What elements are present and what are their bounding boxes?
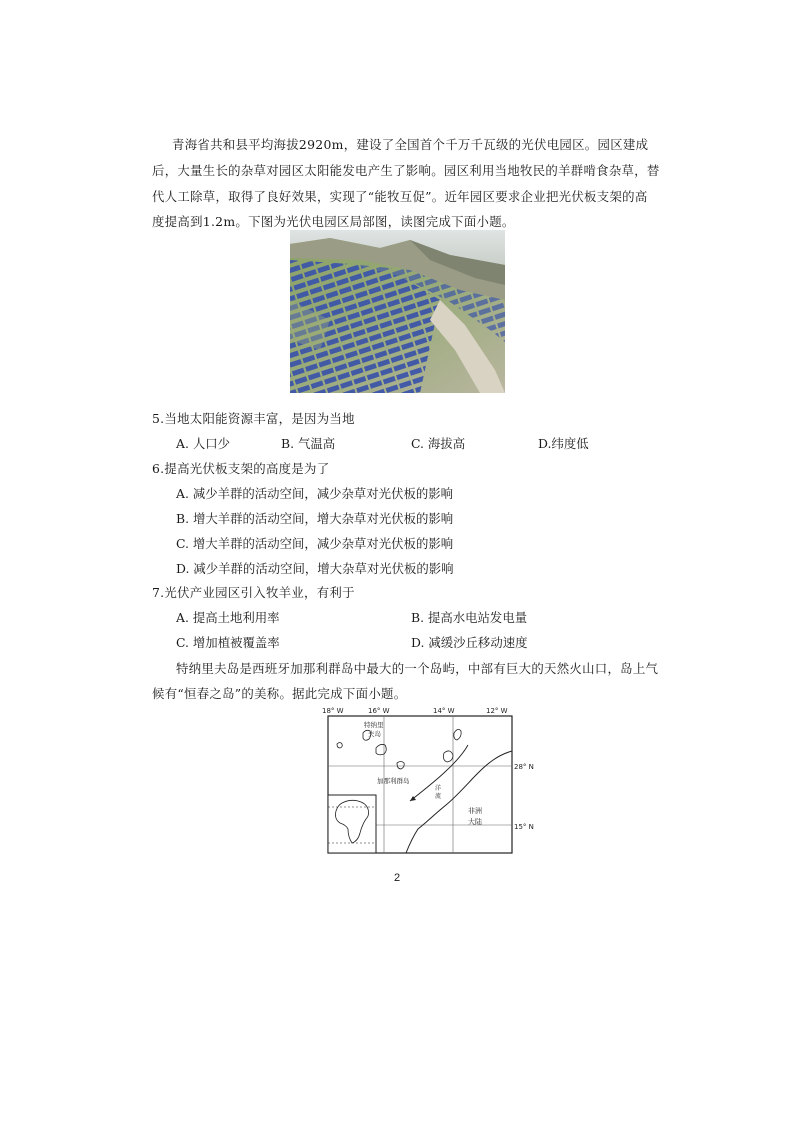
lon-label-16w: 16° W xyxy=(368,707,390,715)
question-7-option-a: A. 提高土地利用率 xyxy=(176,610,280,625)
tenerife-island-shape xyxy=(376,744,386,754)
question-6-option-c: C. 增大羊群的活动空间，减少杂草对光伏板的影响 xyxy=(176,536,454,551)
question-7-option-b: B. 提高水电站发电量 xyxy=(411,610,528,625)
question-5-option-d: D.纬度低 xyxy=(538,436,589,451)
question-5-stem: 5.当地太阳能资源丰富，是因为当地 xyxy=(152,411,355,426)
passage-1-line-2: 后，大量生长的杂草对园区太阳能发电产生了影响。园区利用当地牧民的羊群啃食杂草，替 xyxy=(152,163,660,178)
passage-1-line-4: 度提高到1.2m。下图为光伏电园区局部图，读图完成下面小题。 xyxy=(152,214,515,229)
question-7-option-c: C. 增加植被覆盖率 xyxy=(176,635,280,650)
label-africa-bottom: 大陆 xyxy=(468,818,482,826)
label-tenerife-bottom: 夫岛 xyxy=(368,730,381,738)
question-7-stem: 7.光伏产业园区引入牧羊业，有利于 xyxy=(152,585,355,600)
passage-2-line-2: 候有“恒春之岛”的美称。据此完成下面小题。 xyxy=(152,686,407,701)
lat-label-28n: 28° N xyxy=(514,763,534,771)
inset-map-frame xyxy=(328,795,376,853)
question-6-option-d: D. 减少羊群的活动空间，增大杂草对光伏板的影响 xyxy=(176,561,454,576)
question-5-option-b: B. 气温高 xyxy=(281,436,336,451)
passage-1-line-3: 代人工除草，取得了良好效果，实现了“能牧互促”。近年园区要求企业把光伏板支架的高 xyxy=(152,189,648,204)
label-canary-islands: 加那利群岛 xyxy=(377,777,410,785)
lon-label-14w: 14° W xyxy=(433,707,455,715)
island-shape xyxy=(337,743,342,749)
label-current-top: 洋 xyxy=(435,785,442,792)
lon-label-18w: 18° W xyxy=(322,707,344,715)
canary-islands-map xyxy=(318,703,534,863)
lon-label-12w: 12° W xyxy=(486,707,508,715)
question-6-option-b: B. 增大羊群的活动空间，增大杂草对光伏板的影响 xyxy=(176,511,454,526)
passage-2-line-1: 特纳里夫岛是西班牙加那利群岛中最大的一个岛屿，中部有巨大的天然火山口，岛上气 xyxy=(176,661,659,676)
island-shape xyxy=(454,729,461,740)
question-7-option-d: D. 减缓沙丘移动速度 xyxy=(411,635,528,650)
question-6-stem: 6.提高光伏板支架的高度是为了 xyxy=(152,461,330,476)
lat-label-15n: 15° N xyxy=(514,823,534,831)
question-6-option-a: A. 减少羊群的活动空间，减少杂草对光伏板的影响 xyxy=(176,486,454,501)
page-number: 2 xyxy=(393,872,401,884)
label-africa-top: 非洲 xyxy=(468,807,482,815)
solar-park-photo xyxy=(290,230,505,393)
passage-1-line-1: 青海省共和县平均海拔2920m，建设了全国首个千万千瓦级的光伏电园区。园区建成 xyxy=(172,137,649,152)
label-current-bottom: 流 xyxy=(435,793,442,800)
island-shape xyxy=(397,762,404,770)
island-shape xyxy=(443,751,453,762)
question-5-option-c: C. 海拔高 xyxy=(411,436,466,451)
question-5-option-a: A. 人口少 xyxy=(176,436,230,451)
label-tenerife-top: 特纳里 xyxy=(364,721,384,729)
